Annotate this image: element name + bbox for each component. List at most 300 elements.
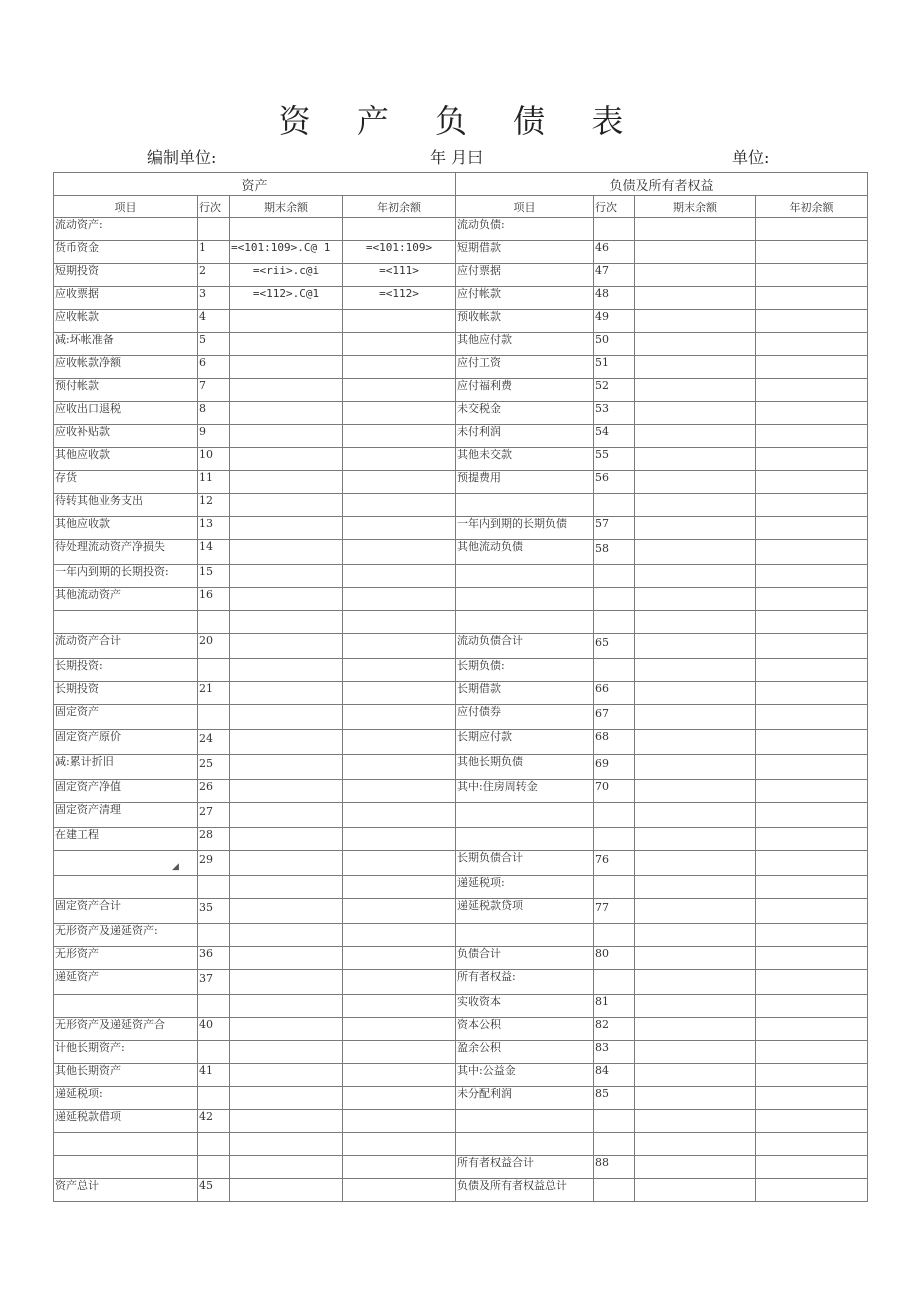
asset-end-balance-cell[interactable]: [230, 851, 343, 876]
liability-item-cell: 所有者权益:: [456, 970, 594, 995]
asset-begin-balance-cell[interactable]: [343, 517, 456, 540]
asset-begin-balance-cell[interactable]: [343, 851, 456, 876]
asset-end-balance-cell[interactable]: [230, 425, 343, 448]
asset-begin-balance-cell[interactable]: [343, 494, 456, 517]
table-row: [54, 356, 868, 379]
asset-begin-balance-cell[interactable]: [343, 1110, 456, 1133]
liability-end-balance-cell[interactable]: [635, 899, 756, 924]
liability-begin-balance-cell[interactable]: [756, 705, 868, 730]
asset-item-cell: 应收补贴款: [54, 425, 198, 448]
liability-item-cell: 短期借款: [456, 241, 594, 264]
col-liab-item: 项目: [456, 196, 594, 218]
liability-line-no-cell: 51: [594, 356, 635, 379]
asset-end-balance-cell[interactable]: =<112>.C@1: [230, 287, 343, 310]
asset-end-balance-cell[interactable]: [230, 218, 343, 241]
liability-item-cell: 其他未交款: [456, 448, 594, 471]
liability-end-balance-cell[interactable]: [635, 425, 756, 448]
table-row: [54, 310, 868, 333]
liability-begin-balance-cell[interactable]: [756, 448, 868, 471]
asset-line-no-cell: 27: [198, 803, 230, 828]
liability-end-balance-cell[interactable]: [635, 1110, 756, 1133]
asset-line-no-cell: 2: [198, 264, 230, 287]
asset-end-balance-cell[interactable]: [230, 402, 343, 425]
liability-item-cell: 流动负债合计: [456, 634, 594, 659]
table-row: [54, 333, 868, 356]
asset-item-cell: 递延税项:: [54, 1087, 198, 1110]
table-row: [54, 876, 868, 899]
asset-end-balance-cell[interactable]: [230, 540, 343, 565]
asset-end-balance-cell[interactable]: [230, 565, 343, 588]
liability-begin-balance-cell[interactable]: [756, 1041, 868, 1064]
asset-end-balance-cell[interactable]: [230, 970, 343, 995]
liability-item-cell: 预提费用: [456, 471, 594, 494]
liability-end-balance-cell[interactable]: [635, 264, 756, 287]
liability-line-no-cell: 81: [594, 995, 635, 1018]
asset-begin-balance-cell[interactable]: [343, 828, 456, 851]
asset-begin-balance-cell[interactable]: [343, 611, 456, 634]
liability-line-no-cell: 69: [594, 755, 635, 780]
table-row: [54, 1133, 868, 1156]
liability-item-cell: 其中:住房周转金: [456, 780, 594, 803]
liability-line-no-cell: [594, 1133, 635, 1156]
asset-begin-balance-cell[interactable]: [343, 471, 456, 494]
table-row: [54, 1064, 868, 1087]
asset-begin-balance-cell[interactable]: [343, 659, 456, 682]
liability-line-no-cell: 49: [594, 310, 635, 333]
liability-begin-balance-cell[interactable]: [756, 241, 868, 264]
asset-begin-balance-cell[interactable]: [343, 970, 456, 995]
liability-begin-balance-cell[interactable]: [756, 333, 868, 356]
asset-line-no-cell: 35: [198, 899, 230, 924]
asset-begin-balance-cell[interactable]: [343, 565, 456, 588]
liability-begin-balance-cell[interactable]: [756, 565, 868, 588]
liability-line-no-cell: 82: [594, 1018, 635, 1041]
asset-line-no-cell: 14: [198, 540, 230, 565]
table-row: [54, 682, 868, 705]
liability-end-balance-cell[interactable]: [635, 780, 756, 803]
asset-item-cell: 减:坏帐准备: [54, 333, 198, 356]
asset-end-balance-cell[interactable]: [230, 995, 343, 1018]
liability-item-cell: 实收资本: [456, 995, 594, 1018]
asset-item-cell: 固定资产合计: [54, 899, 198, 924]
liability-line-no-cell: 88: [594, 1156, 635, 1179]
liability-item-cell: 长期负债合计: [456, 851, 594, 876]
asset-line-no-cell: 42: [198, 1110, 230, 1133]
asset-end-balance-cell[interactable]: [230, 310, 343, 333]
asset-item-cell: 流动资产合计: [54, 634, 198, 659]
liability-line-no-cell: 67: [594, 705, 635, 730]
liability-item-cell: [456, 494, 594, 517]
asset-end-balance-cell[interactable]: [230, 611, 343, 634]
asset-end-balance-cell[interactable]: [230, 634, 343, 659]
asset-item-cell: 应收帐款净额: [54, 356, 198, 379]
liability-end-balance-cell[interactable]: [635, 565, 756, 588]
liability-item-cell: 长期借款: [456, 682, 594, 705]
asset-end-balance-cell[interactable]: [230, 755, 343, 780]
liability-item-cell: [456, 924, 594, 947]
table-row: [54, 540, 868, 565]
table-row: [54, 565, 868, 588]
asset-item-cell: 减:累计折旧: [54, 755, 198, 780]
liability-begin-balance-cell[interactable]: [756, 218, 868, 241]
asset-line-no-cell: [198, 705, 230, 730]
asset-end-balance-cell[interactable]: [230, 1133, 343, 1156]
liability-line-no-cell: [594, 565, 635, 588]
table-row: [54, 241, 868, 264]
balance-sheet-table: [53, 172, 868, 1202]
page-title: 资 产 负 债 表: [278, 102, 642, 140]
asset-end-balance-cell[interactable]: [230, 356, 343, 379]
liability-begin-balance-cell[interactable]: [756, 310, 868, 333]
liability-begin-balance-cell[interactable]: [756, 1156, 868, 1179]
liability-end-balance-cell[interactable]: [635, 730, 756, 755]
asset-begin-balance-cell[interactable]: [343, 755, 456, 780]
asset-begin-balance-cell[interactable]: [343, 379, 456, 402]
liability-end-balance-cell[interactable]: [635, 588, 756, 611]
liability-end-balance-cell[interactable]: [635, 333, 756, 356]
asset-item-cell: 在建工程: [54, 828, 198, 851]
liability-end-balance-cell[interactable]: [635, 517, 756, 540]
liability-end-balance-cell[interactable]: [635, 1179, 756, 1202]
liability-end-balance-cell[interactable]: [635, 611, 756, 634]
liability-item-cell: [456, 565, 594, 588]
liability-end-balance-cell[interactable]: [635, 682, 756, 705]
asset-begin-balance-cell[interactable]: [343, 1133, 456, 1156]
liability-end-balance-cell[interactable]: [635, 1133, 756, 1156]
liability-begin-balance-cell[interactable]: [756, 755, 868, 780]
liability-item-cell: 资本公积: [456, 1018, 594, 1041]
liability-line-no-cell: 83: [594, 1041, 635, 1064]
liability-end-balance-cell[interactable]: [635, 540, 756, 565]
liability-line-no-cell: [594, 494, 635, 517]
unit-label: 单位:: [732, 148, 770, 167]
table-row: [54, 947, 868, 970]
asset-end-balance-cell[interactable]: [230, 471, 343, 494]
liability-line-no-cell: [594, 1110, 635, 1133]
liability-line-no-cell: 68: [594, 730, 635, 755]
liability-begin-balance-cell[interactable]: [756, 634, 868, 659]
asset-item-cell: 计他长期资产:: [54, 1041, 198, 1064]
asset-item-cell: 货币资金: [54, 241, 198, 264]
asset-begin-balance-cell[interactable]: [343, 448, 456, 471]
liabilities-group-header: 负债及所有者权益: [456, 173, 868, 196]
liability-begin-balance-cell[interactable]: [756, 588, 868, 611]
asset-line-no-cell: 6: [198, 356, 230, 379]
asset-end-balance-cell[interactable]: [230, 803, 343, 828]
asset-end-balance-cell[interactable]: [230, 517, 343, 540]
asset-item-cell: [54, 995, 198, 1018]
liability-line-no-cell: 85: [594, 1087, 635, 1110]
liability-item-cell: 未交税金: [456, 402, 594, 425]
asset-end-balance-cell[interactable]: [230, 1041, 343, 1064]
liability-begin-balance-cell[interactable]: [756, 494, 868, 517]
asset-begin-balance-cell[interactable]: [343, 1041, 456, 1064]
liability-begin-balance-cell[interactable]: [756, 1110, 868, 1133]
liability-begin-balance-cell[interactable]: [756, 1179, 868, 1202]
asset-begin-balance-cell[interactable]: [343, 780, 456, 803]
liability-end-balance-cell[interactable]: [635, 310, 756, 333]
liability-end-balance-cell[interactable]: [635, 659, 756, 682]
asset-line-no-cell: [198, 1087, 230, 1110]
asset-end-balance-cell[interactable]: =<rii>.c@i: [230, 264, 343, 287]
liability-item-cell: 其他流动负债: [456, 540, 594, 565]
liability-begin-balance-cell[interactable]: [756, 780, 868, 803]
liability-line-no-cell: 58: [594, 540, 635, 565]
asset-item-cell: 长期投资:: [54, 659, 198, 682]
asset-item-cell: 长期投资: [54, 682, 198, 705]
liability-end-balance-cell[interactable]: [635, 356, 756, 379]
asset-end-balance-cell[interactable]: [230, 494, 343, 517]
table-row: [54, 264, 868, 287]
liability-begin-balance-cell[interactable]: [756, 611, 868, 634]
asset-line-no-cell: [198, 995, 230, 1018]
liability-end-balance-cell[interactable]: [635, 494, 756, 517]
asset-line-no-cell: [198, 924, 230, 947]
asset-begin-balance-cell[interactable]: [343, 730, 456, 755]
liability-end-balance-cell[interactable]: [635, 970, 756, 995]
asset-line-no-cell: [198, 876, 230, 899]
col-asset-begin: 年初余额: [343, 196, 456, 218]
asset-item-cell: 其他应收款: [54, 448, 198, 471]
asset-item-cell: 预付帐款: [54, 379, 198, 402]
liability-line-no-cell: 48: [594, 287, 635, 310]
asset-end-balance-cell[interactable]: [230, 947, 343, 970]
asset-item-cell: 其他流动资产: [54, 588, 198, 611]
liability-end-balance-cell[interactable]: [635, 803, 756, 828]
asset-end-balance-cell[interactable]: [230, 876, 343, 899]
asset-begin-balance-cell[interactable]: [343, 634, 456, 659]
liability-begin-balance-cell[interactable]: [756, 924, 868, 947]
asset-end-balance-cell[interactable]: [230, 1087, 343, 1110]
liability-end-balance-cell[interactable]: [635, 828, 756, 851]
liability-begin-balance-cell[interactable]: [756, 1018, 868, 1041]
asset-item-cell: [54, 611, 198, 634]
liability-begin-balance-cell[interactable]: [756, 970, 868, 995]
asset-begin-balance-cell[interactable]: =<112>: [343, 287, 456, 310]
liability-begin-balance-cell[interactable]: [756, 402, 868, 425]
table-row: [54, 899, 868, 924]
asset-begin-balance-cell[interactable]: [343, 310, 456, 333]
liability-end-balance-cell[interactable]: [635, 1041, 756, 1064]
asset-end-balance-cell[interactable]: [230, 588, 343, 611]
asset-item-cell: 固定资产原价: [54, 730, 198, 755]
liability-end-balance-cell[interactable]: [635, 1156, 756, 1179]
liability-begin-balance-cell[interactable]: [756, 851, 868, 876]
liability-begin-balance-cell[interactable]: [756, 730, 868, 755]
liability-begin-balance-cell[interactable]: [756, 264, 868, 287]
asset-item-cell: 无形资产及递延资产合: [54, 1018, 198, 1041]
liability-item-cell: 所有者权益合计: [456, 1156, 594, 1179]
liability-item-cell: [456, 588, 594, 611]
liability-end-balance-cell[interactable]: [635, 287, 756, 310]
liability-end-balance-cell[interactable]: [635, 1064, 756, 1087]
asset-line-no-cell: 4: [198, 310, 230, 333]
liability-begin-balance-cell[interactable]: [756, 540, 868, 565]
asset-begin-balance-cell[interactable]: [343, 1179, 456, 1202]
asset-end-balance-cell[interactable]: [230, 1179, 343, 1202]
liability-begin-balance-cell[interactable]: [756, 995, 868, 1018]
liability-end-balance-cell[interactable]: [635, 218, 756, 241]
org-label: 编制单位:: [147, 148, 217, 167]
date-label: 年 月曰: [430, 148, 484, 167]
asset-begin-balance-cell[interactable]: [343, 402, 456, 425]
asset-end-balance-cell[interactable]: [230, 682, 343, 705]
liability-line-no-cell: 66: [594, 682, 635, 705]
asset-line-no-cell: 15: [198, 565, 230, 588]
liability-begin-balance-cell[interactable]: [756, 379, 868, 402]
asset-begin-balance-cell[interactable]: [343, 947, 456, 970]
liability-begin-balance-cell[interactable]: [756, 876, 868, 899]
liability-end-balance-cell[interactable]: [635, 634, 756, 659]
asset-begin-balance-cell[interactable]: [343, 1018, 456, 1041]
asset-line-no-cell: 11: [198, 471, 230, 494]
asset-end-balance-cell[interactable]: [230, 333, 343, 356]
table-row: [54, 828, 868, 851]
liability-begin-balance-cell[interactable]: [756, 425, 868, 448]
asset-end-balance-cell[interactable]: =<101:109>.C@ 1: [230, 241, 343, 264]
asset-item-cell: [54, 1156, 198, 1179]
liability-line-no-cell: 54: [594, 425, 635, 448]
liability-line-no-cell: 80: [594, 947, 635, 970]
asset-line-no-cell: [198, 659, 230, 682]
liability-begin-balance-cell[interactable]: [756, 1133, 868, 1156]
liability-begin-balance-cell[interactable]: [756, 356, 868, 379]
liability-item-cell: 应付福利费: [456, 379, 594, 402]
table-row: [54, 755, 868, 780]
asset-end-balance-cell[interactable]: [230, 1110, 343, 1133]
liability-end-balance-cell[interactable]: [635, 924, 756, 947]
liability-begin-balance-cell[interactable]: [756, 287, 868, 310]
asset-end-balance-cell[interactable]: [230, 1018, 343, 1041]
asset-line-no-cell: [198, 218, 230, 241]
asset-line-no-cell: 5: [198, 333, 230, 356]
liability-line-no-cell: [594, 588, 635, 611]
asset-begin-balance-cell[interactable]: [343, 995, 456, 1018]
liability-begin-balance-cell[interactable]: [756, 803, 868, 828]
asset-line-no-cell: 21: [198, 682, 230, 705]
liability-item-cell: 其中:公益金: [456, 1064, 594, 1087]
liability-begin-balance-cell[interactable]: [756, 899, 868, 924]
liability-end-balance-cell[interactable]: [635, 1018, 756, 1041]
liability-line-no-cell: 53: [594, 402, 635, 425]
asset-item-cell: [54, 1133, 198, 1156]
liability-begin-balance-cell[interactable]: [756, 828, 868, 851]
asset-item-cell: 待处理流动资产净损失: [54, 540, 198, 565]
asset-begin-balance-cell[interactable]: =<111>: [343, 264, 456, 287]
asset-begin-balance-cell[interactable]: [343, 218, 456, 241]
liability-begin-balance-cell[interactable]: [756, 1064, 868, 1087]
liability-line-no-cell: [594, 828, 635, 851]
asset-end-balance-cell[interactable]: [230, 780, 343, 803]
liability-end-balance-cell[interactable]: [635, 1087, 756, 1110]
asset-begin-balance-cell[interactable]: [343, 356, 456, 379]
asset-begin-balance-cell[interactable]: [343, 924, 456, 947]
stray-mark: ◢: [172, 862, 179, 872]
liability-end-balance-cell[interactable]: [635, 705, 756, 730]
asset-end-balance-cell[interactable]: [230, 1156, 343, 1179]
liability-begin-balance-cell[interactable]: [756, 517, 868, 540]
liability-line-no-cell: [594, 970, 635, 995]
asset-begin-balance-cell[interactable]: [343, 1087, 456, 1110]
asset-begin-balance-cell[interactable]: [343, 899, 456, 924]
liability-begin-balance-cell[interactable]: [756, 947, 868, 970]
liability-end-balance-cell[interactable]: [635, 402, 756, 425]
asset-begin-balance-cell[interactable]: [343, 803, 456, 828]
table-row: [54, 924, 868, 947]
table-row: [54, 287, 868, 310]
liability-end-balance-cell[interactable]: [635, 995, 756, 1018]
liability-end-balance-cell[interactable]: [635, 379, 756, 402]
asset-end-balance-cell[interactable]: [230, 705, 343, 730]
col-liab-no: 行次: [594, 196, 635, 218]
asset-item-cell: 资产总计: [54, 1179, 198, 1202]
asset-begin-balance-cell[interactable]: [343, 682, 456, 705]
asset-end-balance-cell[interactable]: [230, 924, 343, 947]
liability-end-balance-cell[interactable]: [635, 471, 756, 494]
asset-end-balance-cell[interactable]: [230, 730, 343, 755]
asset-item-cell: 递延税款借项: [54, 1110, 198, 1133]
asset-end-balance-cell[interactable]: [230, 448, 343, 471]
liability-begin-balance-cell[interactable]: [756, 1087, 868, 1110]
asset-begin-balance-cell[interactable]: [343, 425, 456, 448]
table-row: [54, 803, 868, 828]
liability-end-balance-cell[interactable]: [635, 448, 756, 471]
asset-begin-balance-cell[interactable]: [343, 588, 456, 611]
liability-item-cell: [456, 1133, 594, 1156]
liability-end-balance-cell[interactable]: [635, 755, 756, 780]
asset-line-no-cell: 29: [198, 851, 230, 876]
asset-begin-balance-cell[interactable]: =<101:109>: [343, 241, 456, 264]
liability-begin-balance-cell[interactable]: [756, 682, 868, 705]
liability-line-no-cell: [594, 876, 635, 899]
liability-item-cell: 长期应付款: [456, 730, 594, 755]
asset-line-no-cell: 36: [198, 947, 230, 970]
liability-end-balance-cell[interactable]: [635, 241, 756, 264]
asset-end-balance-cell[interactable]: [230, 659, 343, 682]
liability-end-balance-cell[interactable]: [635, 851, 756, 876]
asset-item-cell: 固定资产清理: [54, 803, 198, 828]
liability-line-no-cell: 84: [594, 1064, 635, 1087]
liability-begin-balance-cell[interactable]: [756, 471, 868, 494]
asset-end-balance-cell[interactable]: [230, 379, 343, 402]
liability-item-cell: 递延税款贷项: [456, 899, 594, 924]
asset-begin-balance-cell[interactable]: [343, 876, 456, 899]
asset-begin-balance-cell[interactable]: [343, 1156, 456, 1179]
table-row: [54, 1087, 868, 1110]
liability-line-no-cell: 65: [594, 634, 635, 659]
liability-line-no-cell: [594, 924, 635, 947]
asset-end-balance-cell[interactable]: [230, 899, 343, 924]
asset-begin-balance-cell[interactable]: [343, 1064, 456, 1087]
asset-end-balance-cell[interactable]: [230, 828, 343, 851]
asset-begin-balance-cell[interactable]: [343, 333, 456, 356]
liability-end-balance-cell[interactable]: [635, 947, 756, 970]
table-row: [54, 1018, 868, 1041]
asset-begin-balance-cell[interactable]: [343, 540, 456, 565]
liability-item-cell: 应付帐款: [456, 287, 594, 310]
column-header-row: [54, 196, 868, 218]
asset-line-no-cell: 13: [198, 517, 230, 540]
asset-item-cell: 一年内到期的长期投资:: [54, 565, 198, 588]
asset-begin-balance-cell[interactable]: [343, 705, 456, 730]
liability-item-cell: 递延税项:: [456, 876, 594, 899]
asset-end-balance-cell[interactable]: [230, 1064, 343, 1087]
asset-item-cell: 应收票据: [54, 287, 198, 310]
table-row: [54, 995, 868, 1018]
liability-begin-balance-cell[interactable]: [756, 659, 868, 682]
asset-line-no-cell: 37: [198, 970, 230, 995]
liability-end-balance-cell[interactable]: [635, 876, 756, 899]
